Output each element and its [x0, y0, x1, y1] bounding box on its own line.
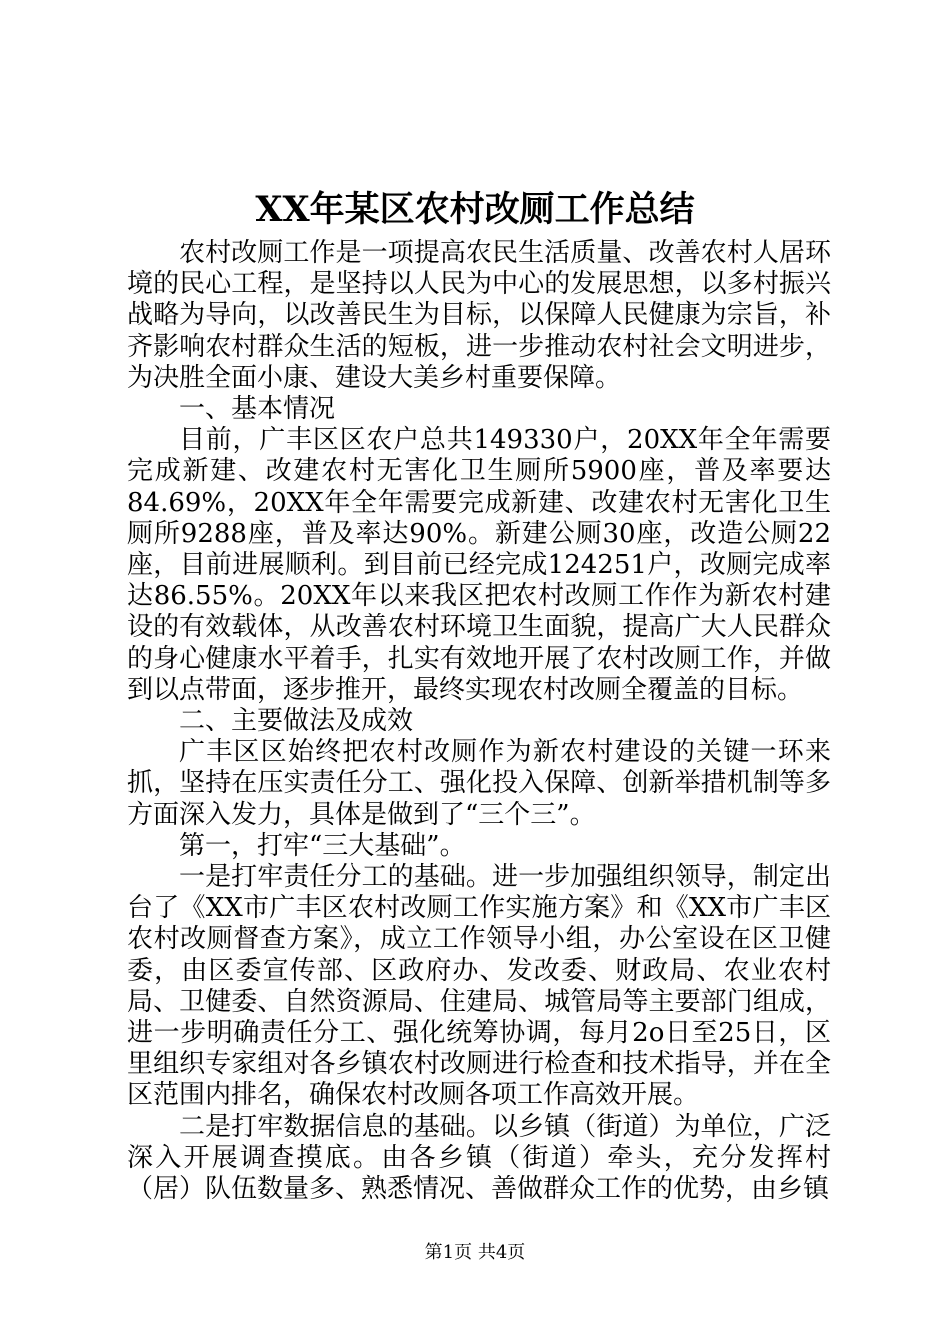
paragraph-intro: 农村改厕工作是一项提高农民生活质量、改善农村人居环境的民心工程，是坚持以人民为中心的发展思想，以多村振兴战略为导向，以改善民生为目标，以保障人民健康为宗旨，补齐影响农村群众生活的短板，进一步推动农村社会文明进步，为决胜全面小康、建设大美乡村重要保障。 [127, 238, 831, 393]
paragraph-responsibility-foundation: 一是打牢责任分工的基础。进一步加强组织领导，制定出台了《XX市广丰区农村改厕工作实施方案》和《XX市广丰区农村改厕督查方案》，成立工作领导小组，办公室设在区卫健委，由区委宣传部、区政府办、发改委、财政局、农业农村局、卫健委、自然资源局、住建局、城管局等主要部门组成，进一步明确责任分工、强化统筹协调，每月2o日至25日，区里组织专家组对各乡镇农村改厕进行检查和技术指导，并在全区范围内排名，确保农村改厕各项工作高效开展。 [127, 862, 831, 1111]
document-body [127, 238, 831, 1205]
paragraph-data-foundation: 二是打牢数据信息的基础。以乡镇（街道）为单位，广泛深入开展调查摸底。由各乡镇（街道）牵头，充分发挥村（居）队伍数量多、熟悉情况、善做群众工作的优势，由乡镇 [127, 1111, 831, 1205]
page-number-footer: 第1页 共4页 [424, 1242, 526, 1263]
subheading-three-foundations: 第一，打牢“三大基础”。 [179, 830, 466, 861]
document-title: XX年某区农村改厕工作总结 [255, 189, 695, 230]
section-heading-basic-situation: 一、基本情况 [179, 394, 336, 425]
paragraph-main-practices: 广丰区区始终把农村改厕作为新农村建设的关键一环来抓，坚持在压实责任分工、强化投入保障、创新举措机制等多方面深入发力，具体是做到了“三个三”。 [127, 737, 831, 830]
paragraph-basic-situation: 目前，广丰区区农户总共149330户，20XX年全年需要完成新建、改建农村无害化卫生厕所5900座，普及率要达84.69%，20XX年全年需要完成新建、改建农村无害化卫生厕所9288座，普及率达90%。新建公厕30座，改造公厕22座，目前进展顺利。到目前已经完成124251户，改厕完成率达86.55%。20XX年以来我区把农村改厕工作作为新农村建设的有效载体，从改善农村环境卫生面貌，提高广大人民群众的身心健康水平着手，扎实有效地开展了农村改厕工作，并做到以点带面，逐步推开，最终实现农村改厕全覆盖的目标。 [127, 425, 831, 705]
section-heading-main-practices: 二、主要做法及成效 [179, 706, 414, 737]
